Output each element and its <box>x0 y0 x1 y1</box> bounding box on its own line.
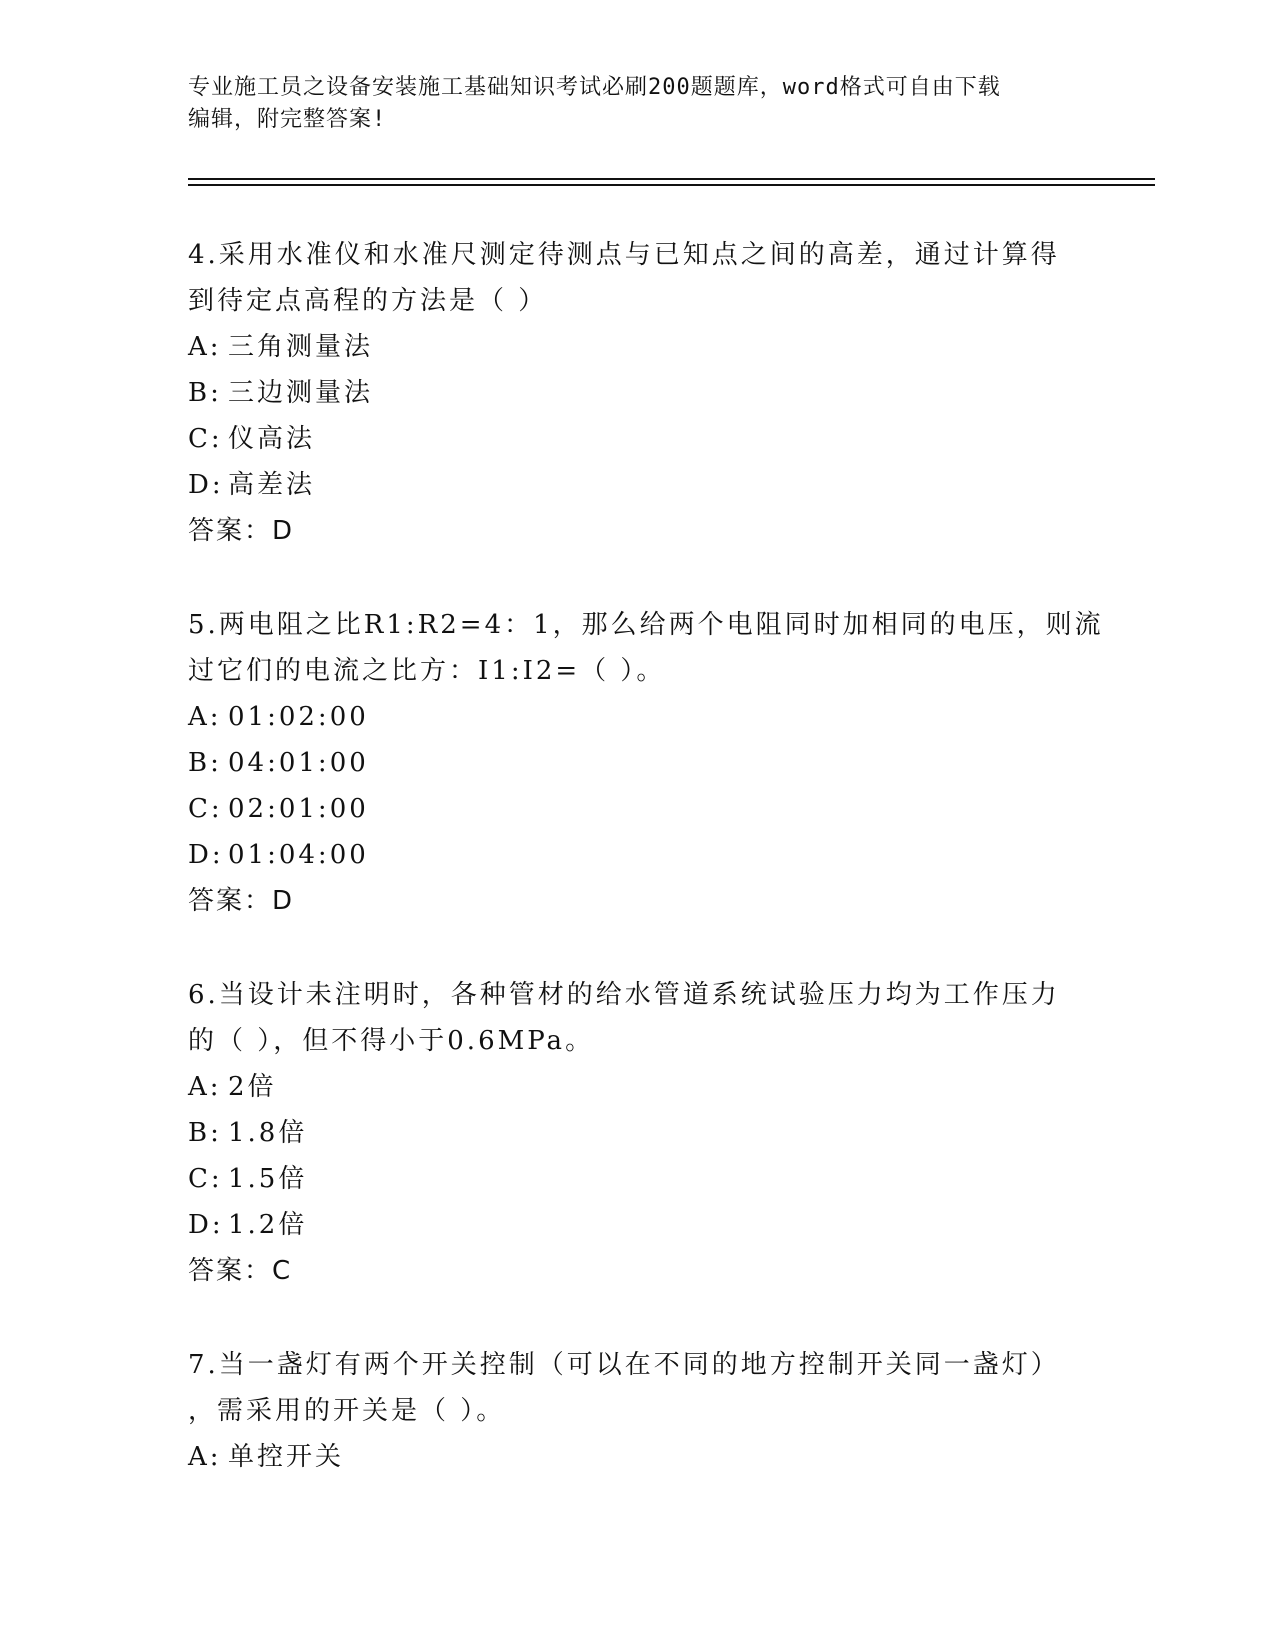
option-label: D: <box>188 1210 224 1240</box>
stem-line: 7.当一盏灯有两个开关控制（可以在不同的地方控制开关同一盏灯） <box>188 1350 1060 1380</box>
question-6 <box>188 972 1088 1294</box>
option-label: B: <box>188 748 222 778</box>
stem-line: 到待定点高程的方法是（ ） <box>188 286 548 316</box>
option-text: 01:04:00 <box>228 840 369 870</box>
question-7 <box>188 1342 1088 1480</box>
option-label: D: <box>188 840 224 870</box>
stem-line: 的（ ），但不得小于0.6MPa。 <box>188 1026 595 1056</box>
option-a <box>188 1434 1088 1480</box>
answer-line: 答案：C <box>188 1256 293 1286</box>
option-text: 三角测量法 <box>228 332 374 362</box>
stem-line: 过它们的电流之比方：I1:I2=（ ）。 <box>188 656 666 686</box>
answer-line: 答案：D <box>188 516 295 546</box>
option-label: A: <box>188 1442 222 1472</box>
option-text: 1.8倍 <box>228 1118 308 1148</box>
option-b <box>188 740 1088 786</box>
option-label: A: <box>188 332 222 362</box>
option-label: D: <box>188 470 224 500</box>
option-text: 02:01:00 <box>228 794 369 824</box>
answer-line: 答案：D <box>188 886 295 916</box>
option-a <box>188 1064 1088 1110</box>
option-text: 仪高法 <box>228 424 316 454</box>
option-text: 01:02:00 <box>228 702 369 732</box>
option-b <box>188 1110 1088 1156</box>
option-d <box>188 1202 1088 1248</box>
question-stem <box>188 972 1088 1064</box>
option-label: B: <box>188 1118 222 1148</box>
stem-line: 5.两电阻之比R1:R2=4：1，那么给两个电阻同时加相同的电压，则流 <box>188 610 1104 640</box>
option-text: 04:01:00 <box>228 748 369 778</box>
header-divider-top <box>188 178 1155 180</box>
option-c <box>188 786 1088 832</box>
option-text: 1.2倍 <box>228 1210 308 1240</box>
question-stem <box>188 1342 1088 1434</box>
option-label: A: <box>188 1072 222 1102</box>
question-5 <box>188 602 1104 924</box>
question-list <box>188 232 1104 1528</box>
option-d <box>188 462 1088 508</box>
option-a <box>188 324 1088 370</box>
header-divider-bottom <box>188 184 1155 186</box>
option-label: C: <box>188 1164 223 1194</box>
header-line-2: 编辑，附完整答案! <box>188 107 387 132</box>
question-4 <box>188 232 1088 554</box>
stem-line: 6.当设计未注明时，各种管材的给水管道系统试验压力均为工作压力 <box>188 980 1060 1010</box>
option-text: 1.5倍 <box>228 1164 308 1194</box>
option-label: A: <box>188 702 222 732</box>
stem-line: 4.采用水准仪和水准尺测定待测点与已知点之间的高差，通过计算得 <box>188 240 1060 270</box>
option-a <box>188 694 1088 740</box>
option-label: C: <box>188 424 223 454</box>
option-text: 单控开关 <box>228 1442 345 1472</box>
option-text: 高差法 <box>228 470 316 500</box>
option-d <box>188 832 1088 878</box>
option-label: C: <box>188 794 223 824</box>
option-b <box>188 370 1088 416</box>
option-text: 三边测量法 <box>228 378 374 408</box>
option-text: 2倍 <box>228 1072 277 1102</box>
option-c <box>188 1156 1088 1202</box>
header-line-1: 专业施工员之设备安装施工基础知识考试必刷200题题库，word格式可自由下载 <box>188 75 1001 100</box>
document-header <box>188 72 1088 136</box>
option-c <box>188 416 1088 462</box>
option-label: B: <box>188 378 222 408</box>
question-stem <box>188 602 1104 694</box>
stem-line: ，需采用的开关是（ ）。 <box>188 1396 506 1426</box>
question-stem <box>188 232 1088 324</box>
